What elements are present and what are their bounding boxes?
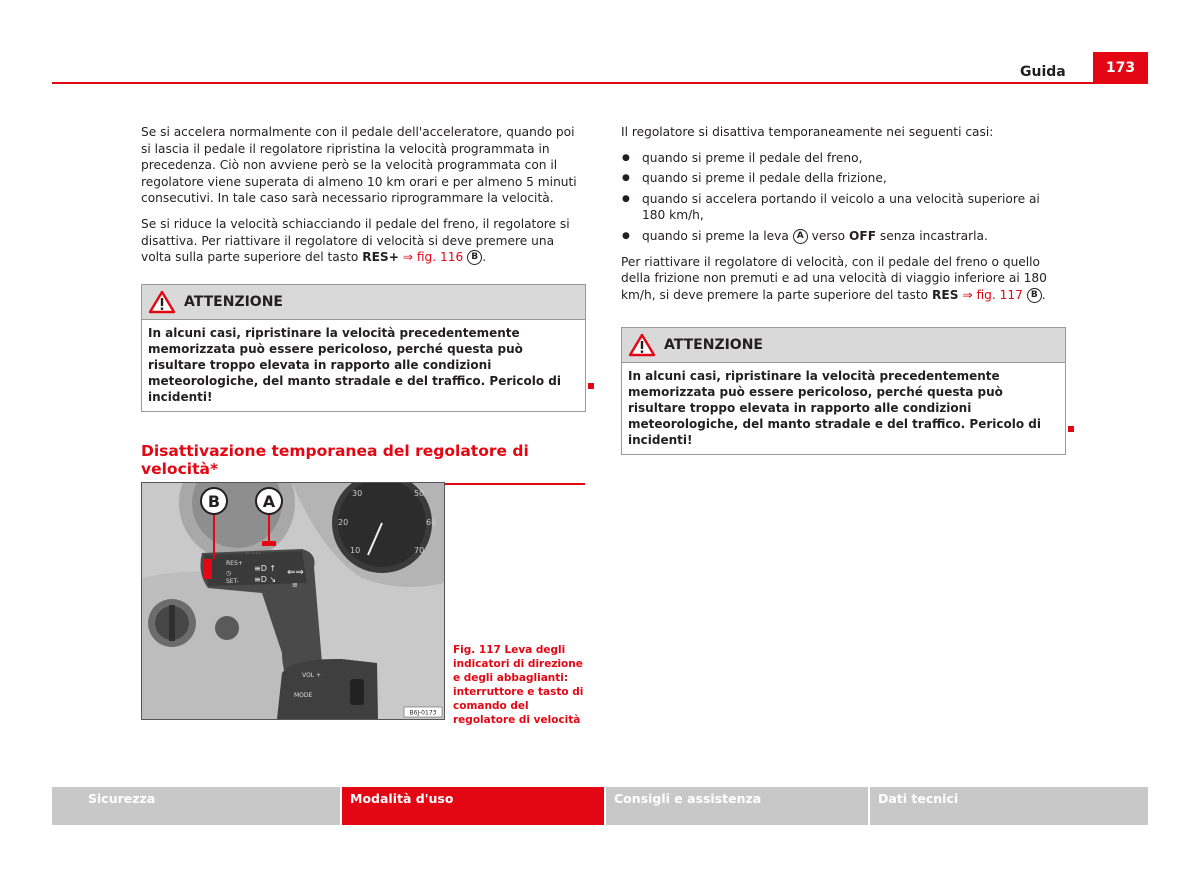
warning-triangle-icon [148, 290, 176, 314]
paragraph-intro: Il regolatore si disattiva temporaneamente nei seguenti casi: [621, 125, 994, 139]
header-rule [52, 82, 1148, 84]
list-item: ● quando si accelera portando il veicolo a una velocità superiore ai 180 km/h, [621, 191, 1065, 224]
figure-117 [141, 482, 445, 720]
section-heading: Disattivazione temporanea del regolatore di velocità* [141, 442, 585, 485]
figure-caption: Fig. 117 Leva degli indicatori di direzione e degli abbaglianti: interruttore e tasto di comando del regolatore di velocità [453, 644, 584, 726]
callout-a-label: A [262, 492, 276, 511]
svg-text:≡D ↑: ≡D ↑ [254, 564, 277, 573]
gauge-label: 50 [414, 489, 425, 498]
page-number: 173 [1093, 52, 1148, 84]
list-item-text: quando si preme la leva [642, 228, 793, 243]
left-column [141, 124, 585, 275]
svg-text:RES+: RES+ [226, 560, 243, 567]
vol-label: VOL + [302, 672, 321, 679]
svg-text:SET-: SET- [226, 578, 239, 585]
warning-header [142, 285, 585, 320]
gauge-label: 10 [350, 546, 361, 555]
callout-b-marker: B [467, 250, 482, 265]
warning-triangle-icon [628, 333, 656, 357]
list-item: ● quando si preme il pedale della frizione, [621, 170, 1065, 187]
warning-title: ATTENZIONE [664, 337, 763, 353]
svg-text:≡: ≡ [292, 581, 298, 589]
callout-b-label: B [207, 492, 221, 511]
gauge-label: 60 [426, 518, 437, 527]
list-item [621, 228, 1065, 245]
warning-text: In alcuni casi, ripristinare la velocità precedentemente memorizzata può essere pericoloso, perché questa può risultare troppo elevata in rapporto alle condizioni meteorologiche, del manto stradale e del traffico. Pericolo di incidenti! [148, 326, 561, 404]
end-mark [588, 383, 594, 389]
right-column [621, 124, 1065, 312]
paragraph-resume: Se si accelera normalmente con il pedale dell'acceleratore, quando poi si lascia il pedale il regolatore ripristina la velocità programmata in precedenza. Ciò non avviene però se la velocità programmata con il regolatore viene superata di almeno 10 km orari e per almeno 5 minuti consecutivi. In tale caso sarà necessario riprogrammare la velocità. [141, 125, 577, 206]
mode-label: MODE [294, 692, 313, 699]
section-title: Guida [1020, 64, 1066, 80]
paragraph-end: . [482, 250, 487, 265]
callout-b-marker: B [1027, 288, 1042, 303]
figure-reference-link[interactable]: ⇒ fig. 116 [402, 250, 464, 265]
paragraph-brake-text: Se si riduce la velocità schiacciando il pedale del freno, il regolatore si disattiva. Per riattivare il regolatore di velocità si deve premere una volta sulla parte superiore del tasto [141, 216, 570, 265]
warning-box [621, 327, 1066, 455]
footer-tab-sicurezza[interactable]: Sicurezza [52, 787, 340, 825]
res-plus-key: RES+ [362, 250, 399, 265]
list-item-text: senza incastrarla. [876, 228, 988, 243]
steering-lever-illustration [142, 483, 444, 719]
end-mark [1068, 426, 1074, 432]
svg-text:≡D ↘: ≡D ↘ [254, 575, 277, 584]
svg-text:⇐⇒: ⇐⇒ [287, 567, 304, 578]
svg-text:· · · · ·: · · · · · [246, 551, 261, 557]
figure-reference-link[interactable]: ⇒ fig. 117 [962, 287, 1023, 302]
footer-tab-consigli-assistenza[interactable]: Consigli e assistenza [606, 787, 868, 825]
warning-header [622, 328, 1065, 363]
conditions-list [621, 150, 1065, 245]
paragraph-reactivate [621, 254, 1065, 304]
footer-tab-dati-tecnici[interactable]: Dati tecnici [870, 787, 1148, 825]
paragraph-brake [141, 216, 585, 266]
list-item-text: verso [807, 228, 850, 243]
off-key: OFF [849, 228, 877, 243]
gauge-label: 70 [414, 546, 425, 555]
warning-box [141, 284, 586, 412]
warning-text: In alcuni casi, ripristinare la velocità precedentemente memorizzata può essere pericoloso, perché questa può risultare troppo elevata in rapporto alle condizioni meteorologiche, del manto stradale e del traffico. Pericolo di incidenti! [628, 369, 1041, 447]
gauge-label: 20 [338, 518, 349, 527]
paragraph-reactivate-text: Per riattivare il regolatore di velocità, con il pedale del freno o quello della frizione non premuti e ad una velocità di viaggio inferiore ai 180 km/h, si deve premere la parte superiore del tasto [621, 254, 1047, 302]
footer-tab-modalita-uso[interactable]: Modalità d'uso [342, 787, 604, 825]
list-item: ● quando si preme il pedale del freno, [621, 150, 1065, 167]
warning-title: ATTENZIONE [184, 294, 283, 310]
res-key: RES [931, 287, 959, 302]
svg-text:◷: ◷ [226, 570, 232, 577]
gauge-label: 30 [352, 489, 363, 498]
callout-a-marker: A [793, 229, 808, 244]
figure-code: B6J-0173 [409, 709, 437, 717]
paragraph-end: . [1041, 287, 1046, 302]
